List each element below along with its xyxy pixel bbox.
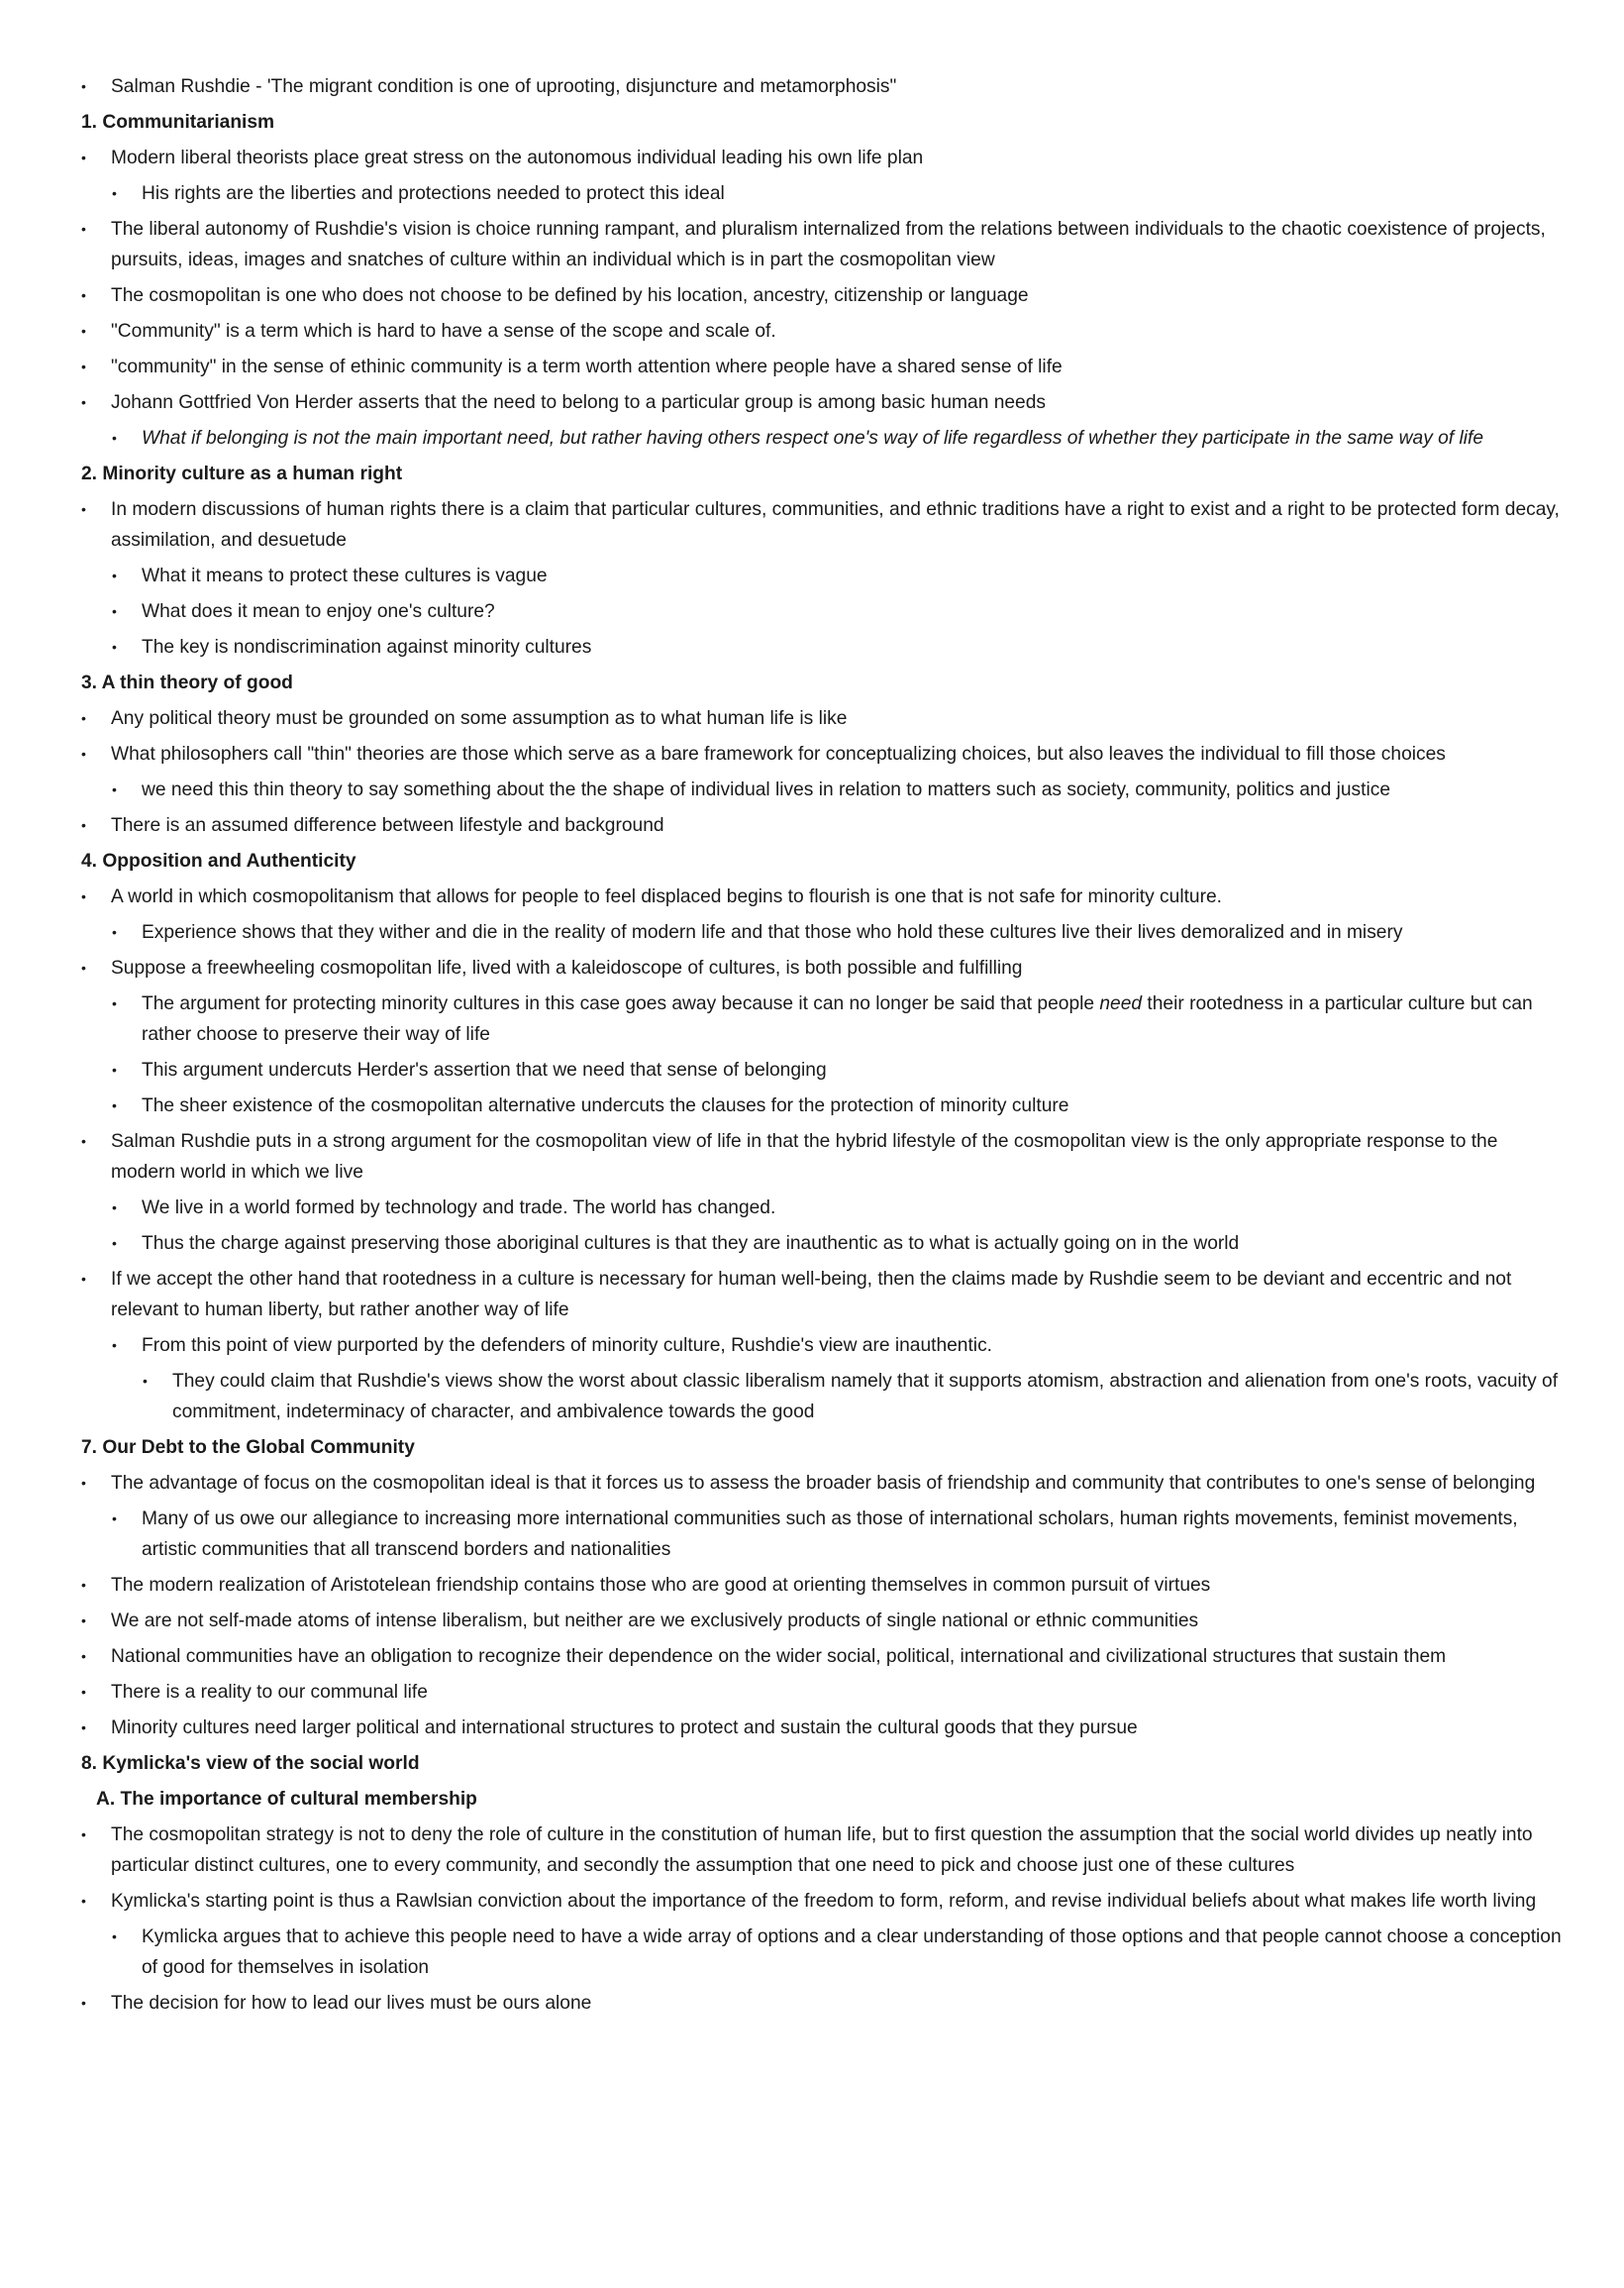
bullet-item [81, 1193, 1567, 1223]
bullet-dot-icon: • [81, 221, 86, 237]
bullet-item [81, 143, 1567, 173]
bullet-dot-icon: • [81, 150, 86, 165]
bullet-dot-icon: • [81, 323, 86, 339]
bullet-item [81, 1922, 1567, 1983]
bullet-dot-icon: • [81, 1995, 86, 2011]
bullet-dot-icon: • [81, 1475, 86, 1491]
bullet-text: Salman Rushdie - 'The migrant condition is one of uprooting, disjuncture and metamorphosis" [111, 76, 897, 97]
bullet-item [81, 494, 1567, 556]
bullet-text: What it means to protect these cultures is vague [142, 566, 548, 586]
bullet-item [81, 1606, 1567, 1636]
bullet-text-segment: their rootedness in a particular culture but can rather choose to preserve their way of life [142, 993, 1533, 1045]
bullet-dot-icon: • [112, 639, 117, 655]
bullet-item [81, 1504, 1567, 1565]
bullet-dot-icon: • [112, 1510, 117, 1526]
bullet-dot-icon: • [112, 1199, 117, 1215]
bullet-item [81, 1264, 1567, 1325]
section-subheading: A. The importance of cultural membership [96, 1789, 477, 1810]
bullet-text: Suppose a freewheeling cosmopolitan life, lived with a kaleidoscope of cultures, is both possible and fulfilling [111, 958, 1023, 979]
bullet-text: Any political theory must be grounded on some assumption as to what human life is like [111, 708, 848, 729]
bullet-text: There is an assumed difference between lifestyle and background [111, 815, 664, 836]
bullet-dot-icon: • [81, 287, 86, 303]
section-heading: 1. Communitarianism [81, 112, 275, 133]
bullet-text: "Community" is a term which is hard to have a sense of the scope and scale of. [111, 321, 776, 342]
bullet-dot-icon: • [112, 430, 117, 446]
bullet-dot-icon: • [112, 1235, 117, 1251]
bullet-dot-icon: • [112, 1337, 117, 1353]
bullet-item [81, 1366, 1567, 1427]
bullet-item [81, 1055, 1567, 1086]
bullet-text: They could claim that Rushdie's views show the worst about classic liberalism namely that it supports atomism, abstraction and alienation from one's roots, vacuity of commitment, indeterminacy of character, and ambivalence towards the good [172, 1371, 1559, 1422]
bullet-text: A world in which cosmopolitanism that allows for people to feel displaced begins to flourish is one that is not safe for minority culture. [111, 886, 1222, 907]
bullet-text: Thus the charge against preserving those aboriginal cultures is that they are inauthentic as to what is actually going on in the world [142, 1233, 1240, 1254]
bullet-item [81, 810, 1567, 841]
bullet-text: National communities have an obligation to recognize their dependence on the wider social, political, international and civilizational structures that sustain them [111, 1646, 1447, 1667]
bullet-item [81, 1677, 1567, 1708]
bullet-dot-icon: • [81, 1893, 86, 1909]
bullet-text: What if belonging is not the main important need, but rather having others respect one's way of life regardless of whether they participate in the same way of life [142, 428, 1483, 449]
bullet-item [81, 71, 1567, 102]
bullet-text: The modern realization of Aristotelean friendship contains those who are good at orienting themselves in common pursuit of virtues [111, 1575, 1211, 1596]
bullet-dot-icon: • [81, 359, 86, 374]
bullet-item [81, 632, 1567, 663]
bullet-dot-icon: • [81, 1612, 86, 1628]
bullet-text: In modern discussions of human rights there is a claim that particular cultures, communities, and ethnic traditions have a right to exist and a right to be protected form decay, assimilation, and desuetude [111, 499, 1560, 551]
bullet-dot-icon: • [81, 394, 86, 410]
bullet-dot-icon: • [112, 995, 117, 1011]
bullet-text: His rights are the liberties and protections needed to protect this ideal [142, 183, 725, 204]
bullet-dot-icon: • [81, 1719, 86, 1735]
bullet-dot-icon: • [112, 568, 117, 583]
bullet-item [81, 1468, 1567, 1499]
bullet-dot-icon: • [81, 710, 86, 726]
bullet-text: The cosmopolitan strategy is not to deny the role of culture in the constitution of human life, but to first question the assumption that the social world divides up neatly into particular distinct cultures, one to every community, and secondly the assumption that one need to pick and choose just one of these cultures [111, 1824, 1533, 1876]
bullet-item [81, 352, 1567, 382]
bullet-dot-icon: • [112, 1928, 117, 1944]
bullet-dot-icon: • [81, 888, 86, 904]
bullet-item [81, 1886, 1567, 1917]
bullet-item [81, 1641, 1567, 1672]
bullet-item [81, 739, 1567, 770]
bullet-text: "community" in the sense of ethinic community is a term worth attention where people have a shared sense of life [111, 357, 1063, 377]
bullet-item [81, 561, 1567, 591]
bullet-item [81, 1713, 1567, 1743]
bullet-item [81, 1570, 1567, 1601]
bullet-item [81, 316, 1567, 347]
bullet-item [81, 423, 1567, 454]
section-heading: 7. Our Debt to the Global Community [81, 1437, 415, 1458]
bullet-dot-icon: • [81, 1648, 86, 1664]
bullet-text: There is a reality to our communal life [111, 1682, 428, 1703]
bullet-item [81, 596, 1567, 627]
bullet-dot-icon: • [81, 960, 86, 976]
bullet-dot-icon: • [81, 1271, 86, 1287]
bullet-dot-icon: • [112, 1097, 117, 1113]
bullet-dot-icon: • [81, 817, 86, 833]
bullet-item [81, 1820, 1567, 1881]
bullet-dot-icon: • [81, 1577, 86, 1593]
bullet-text: Minority cultures need larger political and international structures to protect and sustain the cultural goods that they pursue [111, 1717, 1138, 1738]
bullet-dot-icon: • [81, 1684, 86, 1700]
bullet-dot-icon: • [143, 1373, 148, 1389]
section-heading: 8. Kymlicka's view of the social world [81, 1753, 420, 1774]
bullet-dot-icon: • [81, 1133, 86, 1149]
bullet-item [81, 280, 1567, 311]
bullet-item [81, 1228, 1567, 1259]
bullet-item [81, 387, 1567, 418]
section-heading: 2. Minority culture as a human right [81, 464, 403, 484]
bullet-item [81, 988, 1567, 1050]
bullet-text: The cosmopolitan is one who does not choose to be defined by his location, ancestry, citizenship or language [111, 285, 1029, 306]
bullet-text: What does it mean to enjoy one's culture? [142, 601, 495, 622]
bullet-text: The liberal autonomy of Rushdie's vision is choice running rampant, and pluralism internalized from the relations between individuals to the chaotic coexistence of projects, pursuits, ideas, images and snatches of culture within an individual which is in part the cosmopolitan view [111, 219, 1546, 270]
bullet-item [81, 1126, 1567, 1188]
bullet-dot-icon: • [81, 78, 86, 94]
bullet-dot-icon: • [81, 501, 86, 517]
bullet-item [81, 1091, 1567, 1121]
bullet-text: The sheer existence of the cosmopolitan alternative undercuts the clauses for the protection of minority culture [142, 1095, 1069, 1116]
bullet-item [81, 917, 1567, 948]
bullet-text-segment: need [1099, 993, 1143, 1014]
bullet-text: What philosophers call "thin" theories are those which serve as a bare framework for conceptualizing choices, but also leaves the individual to fill those choices [111, 744, 1446, 765]
bullet-text: This argument undercuts Herder's assertion that we need that sense of belonging [142, 1060, 827, 1081]
bullet-text: Many of us owe our allegiance to increasing more international communities such as those of international scholars, human rights movements, feminist movements, artistic communities that all transcend borders and nationalities [142, 1508, 1518, 1560]
bullet-dot-icon: • [112, 1062, 117, 1078]
bullet-dot-icon: • [112, 781, 117, 797]
bullet-text: Experience shows that they wither and die in the reality of modern life and that those who hold these cultures live their lives demoralized and in misery [142, 922, 1403, 943]
bullet-text: If we accept the other hand that rootedness in a culture is necessary for human well-being, then the claims made by Rushdie seem to be deviant and eccentric and not relevant to human liberty, but rather another way of life [111, 1269, 1512, 1320]
bullet-text: we need this thin theory to say something about the the shape of individual lives in relation to matters such as society, community, politics and justice [142, 780, 1390, 800]
bullet-text: The advantage of focus on the cosmopolitan ideal is that it forces us to assess the broader basis of friendship and community that contributes to one's sense of belonging [111, 1473, 1536, 1494]
bullet-item [81, 1988, 1567, 2019]
bullet-text: Kymlicka's starting point is thus a Rawlsian conviction about the importance of the freedom to form, reform, and revise individual beliefs about what makes life worth living [111, 1891, 1537, 1912]
bullet-dot-icon: • [81, 1826, 86, 1842]
bullet-item [81, 178, 1567, 209]
bullet-text: Johann Gottfried Von Herder asserts that the need to belong to a particular group is among basic human needs [111, 392, 1046, 413]
bullet-text: We are not self-made atoms of intense liberalism, but neither are we exclusively products of single national or ethnic communities [111, 1611, 1199, 1631]
bullet-text-segment: The argument for protecting minority cultures in this case goes away because it can no longer be said that people [142, 993, 1100, 1014]
bullet-item [81, 214, 1567, 275]
bullet-text: From this point of view purported by the defenders of minority culture, Rushdie's view are inauthentic. [142, 1335, 992, 1356]
bullet-text: We live in a world formed by technology and trade. The world has changed. [142, 1197, 776, 1218]
document-body [81, 71, 1567, 2024]
bullet-item [81, 1330, 1567, 1361]
bullet-text: Salman Rushdie puts in a strong argument for the cosmopolitan view of life in that the hybrid lifestyle of the cosmopolitan view is the only appropriate response to the modern world in which we live [111, 1131, 1498, 1183]
bullet-item [81, 882, 1567, 912]
bullet-text: The key is nondiscrimination against minority cultures [142, 637, 592, 658]
bullet-dot-icon: • [112, 185, 117, 201]
bullet-text [142, 993, 1533, 1045]
bullet-item [81, 703, 1567, 734]
bullet-dot-icon: • [112, 603, 117, 619]
bullet-text: Kymlicka argues that to achieve this people need to have a wide array of options and a clear understanding of those options and that people cannot choose a conception of good for themselves in isolation [142, 1926, 1562, 1978]
bullet-dot-icon: • [112, 924, 117, 940]
bullet-item [81, 953, 1567, 984]
bullet-text: Modern liberal theorists place great stress on the autonomous individual leading his own life plan [111, 148, 924, 168]
section-heading: 3. A thin theory of good [81, 673, 293, 693]
bullet-dot-icon: • [81, 746, 86, 762]
section-heading: 4. Opposition and Authenticity [81, 851, 356, 872]
bullet-item [81, 775, 1567, 805]
bullet-text: The decision for how to lead our lives must be ours alone [111, 1993, 592, 2014]
